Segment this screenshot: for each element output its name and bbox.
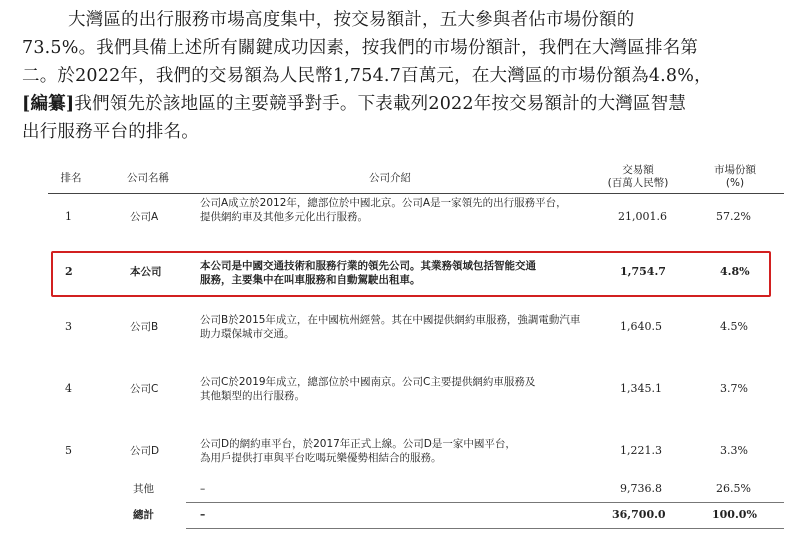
total-volume: 36,700.0 <box>612 508 666 521</box>
others-share: 26.5% <box>716 482 751 495</box>
others-intro: – <box>200 483 206 495</box>
paragraph-line-5: 出行服務平台的排名。 <box>22 122 199 142</box>
row2-rank: 2 <box>65 265 73 278</box>
total-rule <box>186 502 784 503</box>
row3-share: 4.5% <box>720 320 748 333</box>
row2-share: 4.8% <box>720 265 750 278</box>
row3-rank: 3 <box>65 320 72 333</box>
row2-intro-line2: 服務，主要集中在叫車服務和自動駕駛出租車。 <box>200 274 421 286</box>
paragraph-line-4 <box>22 90 792 118</box>
header-intro: 公司介紹 <box>369 172 411 184</box>
row3-volume: 1,640.5 <box>620 320 662 333</box>
row5-intro-line1: 公司D的網約車平台，於2017年正式上線。公司D是一家中國平台， <box>200 438 516 450</box>
row4-intro-line1: 公司C於2019年成立，總部位於中國南京。公司C主要提供網約車服務及 <box>200 376 536 388</box>
row5-rank: 5 <box>65 444 72 457</box>
header-volume-line2: (百萬人民幣) <box>607 177 669 189</box>
row1-volume: 21,001.6 <box>618 210 667 223</box>
others-label: 其他 <box>133 483 154 495</box>
row1-intro-line2: 提供網約車及其他多元化出行服務。 <box>200 211 368 223</box>
total-label: 總計 <box>133 509 154 521</box>
row4-intro-line2: 其他類型的出行服務。 <box>200 390 305 402</box>
bottom-rule <box>186 528 784 529</box>
header-company: 公司名稱 <box>127 172 169 184</box>
row1-company: 公司A <box>130 211 159 223</box>
others-volume: 9,736.8 <box>620 482 662 495</box>
row5-share: 3.3% <box>720 444 748 457</box>
intro-paragraph <box>22 6 792 146</box>
row4-share: 3.7% <box>720 382 748 395</box>
row4-rank: 4 <box>65 382 72 395</box>
row1-rank: 1 <box>65 210 72 223</box>
paragraph-line-2: 73.5%。我們具備上述所有關鍵成功因素，按我們的市場份額計，我們在大灣區排名第 <box>22 38 699 58</box>
row3-intro-line1: 公司B於2015年成立，在中國杭州經營。其在中國提供網約車服務，強調電動汽車 <box>200 314 581 326</box>
row1-share: 57.2% <box>716 210 751 223</box>
header-rank: 排名 <box>60 172 82 184</box>
paragraph-line-3: 二。於2022年，我們的交易額為人民幣1,754.7百萬元，在大灣區的市場份額為4.8%， <box>22 66 712 86</box>
header-volume-line1: 交易額 <box>622 164 654 176</box>
header-share-line1: 市場份額 <box>714 164 756 176</box>
row2-volume: 1,754.7 <box>620 265 666 278</box>
redacted-marker: [編纂] <box>22 94 75 114</box>
header-share <box>700 164 770 190</box>
paragraph-line-4-text: 我們領先於該地區的主要競爭對手。下表載列2022年按交易額計的大灣區智慧 <box>74 94 687 114</box>
row5-volume: 1,221.3 <box>620 444 662 457</box>
paragraph-line-1: 大灣區的出行服務市場高度集中，按交易額計，五大參與者佔市場份額的 <box>68 10 635 30</box>
header-share-line2: (%) <box>725 177 745 189</box>
row4-company: 公司C <box>130 383 159 395</box>
row2-intro-line1: 本公司是中國交通技術和服務行業的領先公司。其業務領域包括智能交通 <box>200 260 536 272</box>
row5-intro-line2: 為用戶提供打車與平台吃喝玩樂優勢相結合的服務。 <box>200 452 442 464</box>
total-share: 100.0% <box>712 508 757 521</box>
row3-intro-line2: 助力環保城市交通。 <box>200 328 295 340</box>
row1-intro-line1: 公司A成立於2012年，總部位於中國北京。公司A是一家領先的出行服務平台， <box>200 197 567 209</box>
row4-volume: 1,345.1 <box>620 382 662 395</box>
header-rule <box>48 193 784 194</box>
row5-company: 公司D <box>130 445 160 457</box>
total-intro: – <box>200 509 206 521</box>
row2-company: 本公司 <box>130 266 162 278</box>
row3-company: 公司B <box>130 321 159 333</box>
header-volume <box>598 164 678 190</box>
